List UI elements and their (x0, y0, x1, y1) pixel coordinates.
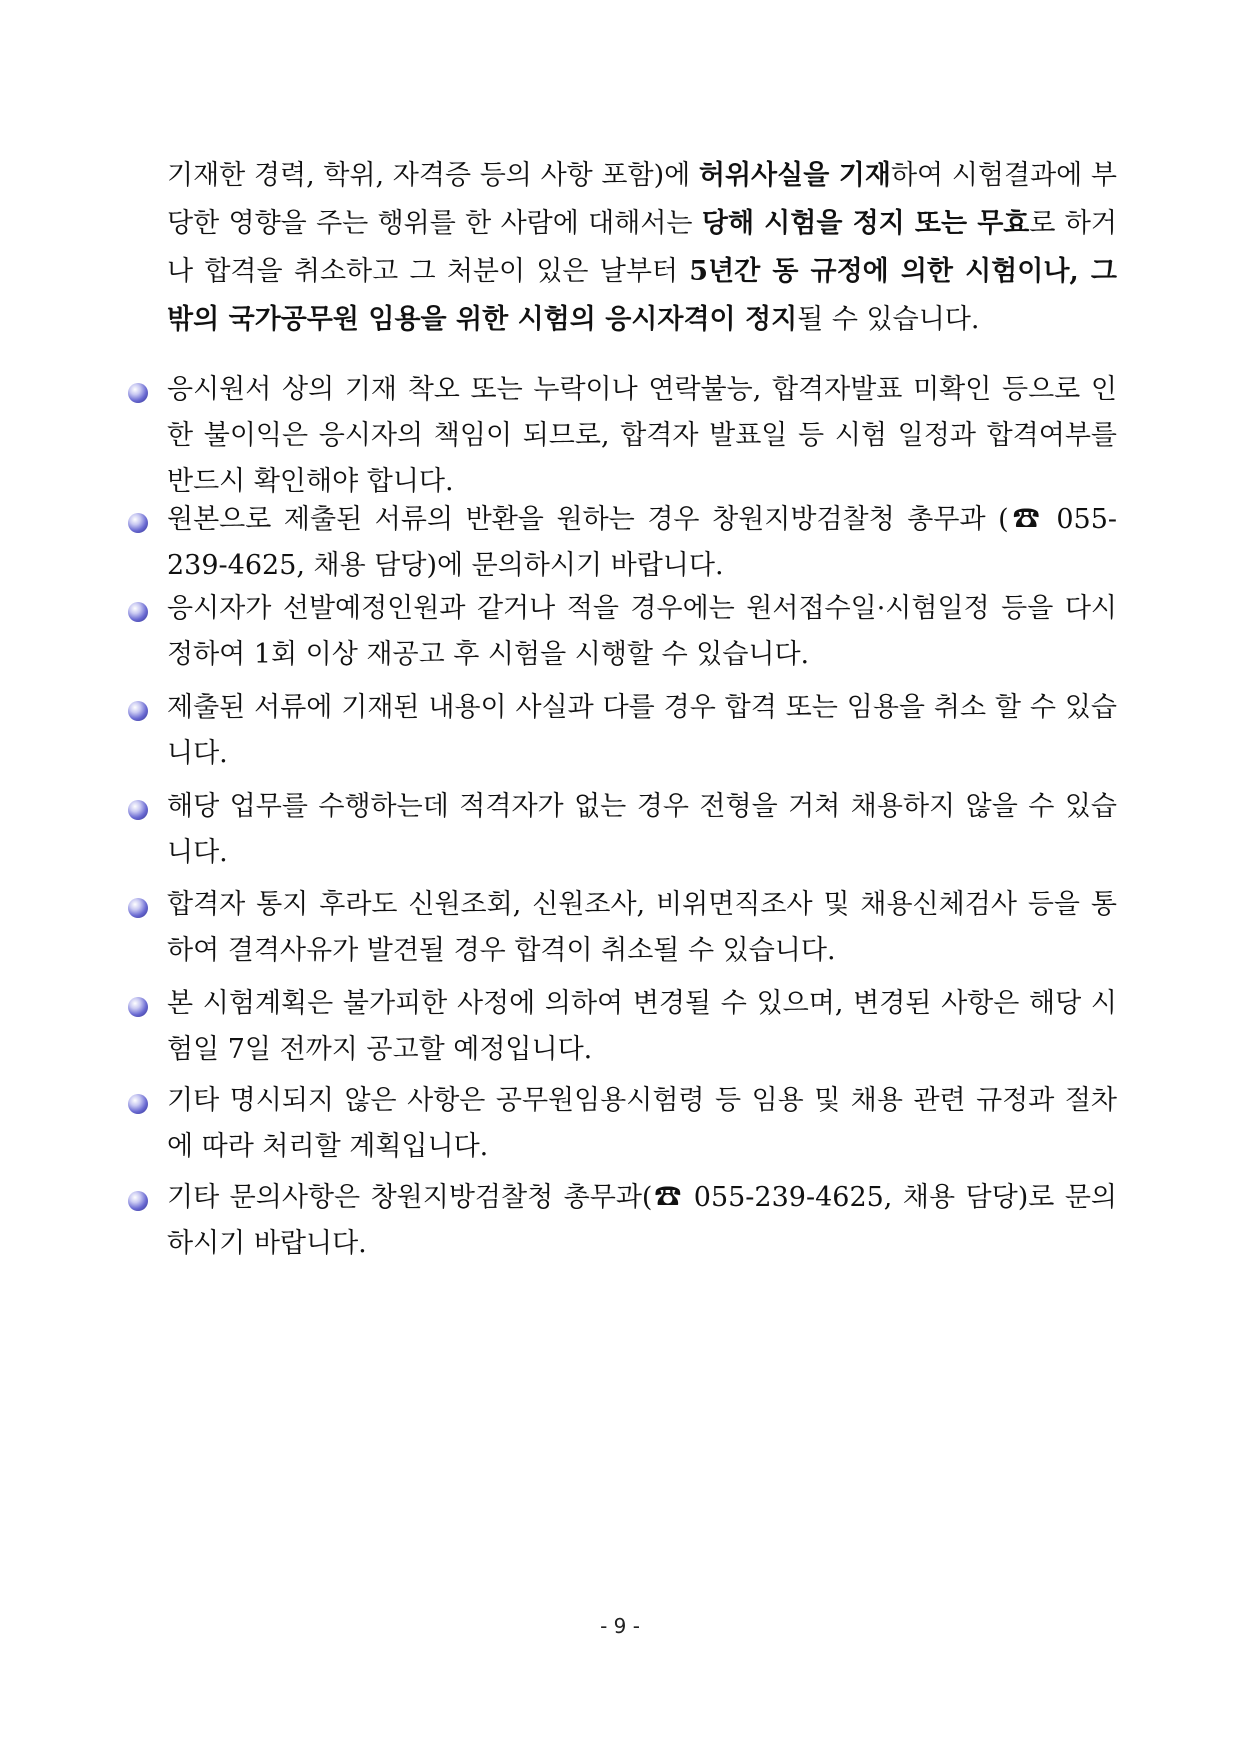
intro-paragraph (167, 152, 1117, 344)
intro-text-2: 하여 시험결과에 부당한 영향을 주는 행위를 한 사람에 대해서는 (167, 160, 1117, 239)
list-item-text: 합격자 통지 후라도 신원조회, 신원조사, 비위면직조사 및 채용신체검사 등을 통하여 결격사유가 발견될 경우 합격이 취소될 수 있습니다. (167, 889, 1117, 966)
intro-text-1: 기재한 경력, 학위, 자격증 등의 사항 포함)에 (167, 160, 699, 191)
bullet-icon (128, 513, 148, 533)
bullet-icon (128, 1191, 148, 1211)
bullet-icon (128, 898, 148, 918)
list-item-text: 기타 문의사항은 창원지방검찰청 총무과(☎ 055-239-4625, 채용 담당)로 문의하시기 바랍니다. (167, 1182, 1117, 1259)
list-item-text: 원본으로 제출된 서류의 반환을 원하는 경우 창원지방검찰청 총무과 (☎ 055-239-4625, 채용 담당)에 문의하시기 바랍니다. (167, 504, 1117, 581)
bullet-icon (128, 383, 148, 403)
list-item-text: 응시원서 상의 기재 착오 또는 누락이나 연락불능, 합격자발표 미확인 등으로 인한 불이익은 응시자의 책임이 되므로, 합격자 발표일 등 시험 일정과 합격여부를 반드시 확인해야 합니다. (167, 374, 1117, 497)
bullet-icon (128, 602, 148, 622)
list-item-text: 본 시험계획은 불가피한 사정에 의하여 변경될 수 있으며, 변경된 사항은 해당 시험일 7일 전까지 공고할 예정입니다. (167, 988, 1117, 1065)
bullet-icon (128, 701, 148, 721)
list-item-text: 해당 업무를 수행하는데 적격자가 없는 경우 전형을 거쳐 채용하지 않을 수 있습니다. (167, 791, 1117, 868)
bullet-icon (128, 800, 148, 820)
bullet-icon (128, 997, 148, 1017)
bullet-icon (128, 1094, 148, 1114)
intro-bold-1: 허위사실을 기재 (698, 160, 891, 191)
intro-text-4: 될 수 있습니다. (797, 304, 980, 335)
intro-bold-2: 당해 시험을 정지 또는 무효 (701, 208, 1030, 239)
intro-bold-3: 5년간 동 규정에 의한 시험이나, 그 밖의 국가공무원 임용을 위한 시험의 응시자격이 정지 (167, 256, 1117, 335)
list-item-text: 제출된 서류에 기재된 내용이 사실과 다를 경우 합격 또는 임용을 취소 할 수 있습니다. (167, 692, 1117, 769)
list-item-text: 응시자가 선발예정인원과 같거나 적을 경우에는 원서접수일·시험일정 등을 다시 정하여 1회 이상 재공고 후 시험을 시행할 수 있습니다. (167, 593, 1117, 670)
intro-text-3: 로 하거나 합격을 취소하고 그 처분이 있은 날부터 (167, 208, 1117, 287)
list-item-text: 기타 명시되지 않은 사항은 공무원임용시험령 등 임용 및 채용 관련 규정과 절차에 따라 처리할 계획입니다. (167, 1085, 1117, 1162)
page-number: - 9 - (600, 1614, 640, 1638)
